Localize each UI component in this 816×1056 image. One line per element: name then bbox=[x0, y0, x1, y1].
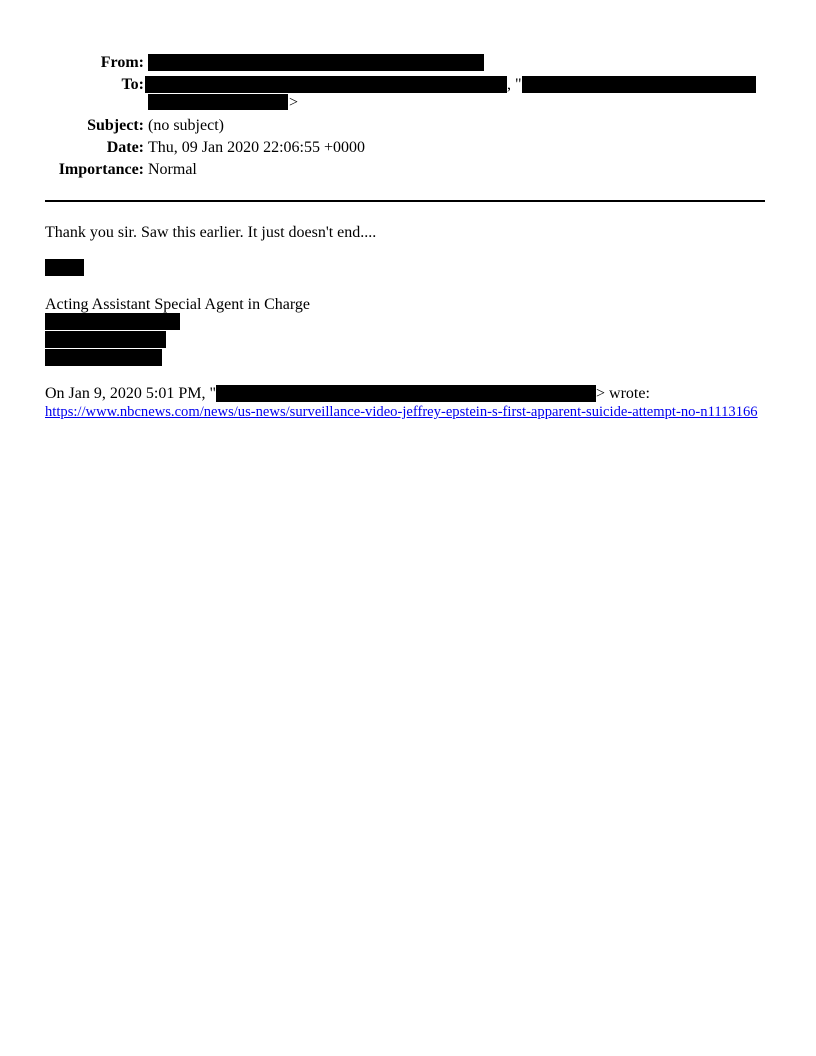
to-separator: , " bbox=[507, 76, 522, 93]
to-suffix: > bbox=[289, 94, 299, 111]
subject-value: (no subject) bbox=[148, 117, 224, 134]
quote-sender-redaction bbox=[216, 385, 596, 402]
header-divider bbox=[45, 200, 765, 202]
signature-redaction-3 bbox=[45, 349, 162, 366]
quote-prefix: On Jan 9, 2020 5:01 PM, " bbox=[45, 385, 216, 402]
to-label: To: bbox=[121, 76, 144, 93]
signature-title: Acting Assistant Special Agent in Charge bbox=[45, 296, 311, 313]
date-value: Thu, 09 Jan 2020 22:06:55 +0000 bbox=[148, 139, 366, 156]
importance-label: Importance: bbox=[58, 161, 144, 178]
to-redaction-1 bbox=[145, 76, 507, 93]
article-link[interactable]: https://www.nbcnews.com/news/us-news/surveillance-video-jeffrey-epstein-s-first-apparent-suicide-attempt-no-n1113166 bbox=[45, 404, 758, 420]
to-redaction-2 bbox=[522, 76, 756, 93]
from-redaction bbox=[148, 54, 484, 71]
sender-name-redaction bbox=[45, 259, 84, 276]
signature-redaction-2 bbox=[45, 331, 166, 348]
from-label: From: bbox=[100, 54, 144, 71]
message-text: Thank you sir. Saw this earlier. It just doesn't end.... bbox=[45, 224, 377, 241]
quote-suffix: > wrote: bbox=[596, 385, 650, 402]
signature-redaction-1 bbox=[45, 313, 180, 330]
subject-label: Subject: bbox=[87, 117, 144, 134]
importance-value: Normal bbox=[148, 161, 197, 178]
date-label: Date: bbox=[106, 139, 144, 156]
to-redaction-3 bbox=[148, 94, 288, 110]
